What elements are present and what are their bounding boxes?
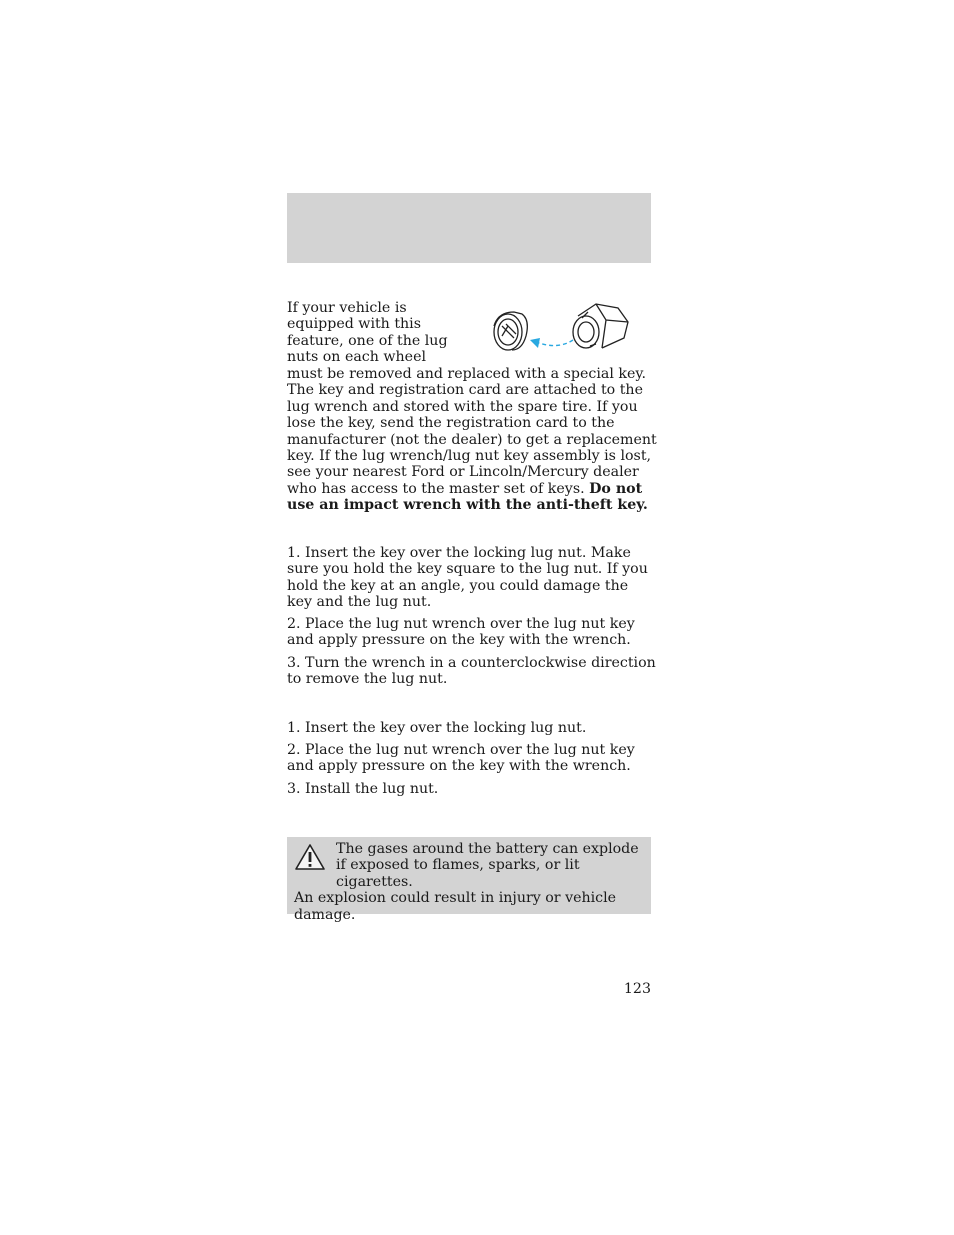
warning-text-rest: An explosion could result in injury or vehicle damage. — [294, 890, 617, 923]
lug-nut-key-illustration — [478, 296, 638, 356]
intro-line: nuts on each wheel — [287, 349, 427, 366]
intro-body-text: must be removed and replaced with a special key. The key and registration card are attached to the lug wrench and stored with the spare tire. If you lose the key, send the registration card to the manufacturer (not the dealer) to get a replacement key. If the lug wrench/lug nut key assembly is lost, see your nearest Ford or Lincoln/Mercury dealer who has access to the master set of keys. — [287, 366, 657, 497]
removal-step-2: 2. Place the lug nut wrench over the lug nut key and apply pressure on the key with the wrench. — [287, 616, 635, 649]
intro-line: feature, one of the lug — [287, 332, 448, 349]
install-step-3: 3. Install the lug nut. — [287, 781, 439, 797]
intro-paragraph-rest — [287, 366, 657, 514]
warning-text — [294, 841, 646, 923]
intro-bold-warning: Do not use an impact wrench with the anti-theft key. — [287, 480, 648, 514]
page-number: 123 — [623, 981, 651, 997]
install-step-1: 1. Insert the key over the locking lug nut. — [287, 720, 587, 736]
removal-step-1: 1. Insert the key over the locking lug nut. Make sure you hold the key square to the lug nut. If you hold the key at an angle, you could damage the key and the lug nut. — [287, 545, 648, 611]
removal-step-3: 3. Turn the wrench in a counterclockwise direction to remove the lug nut. — [287, 655, 656, 688]
install-step-2: 2. Place the lug nut wrench over the lug nut key and apply pressure on the key with the wrench. — [287, 742, 635, 775]
intro-line: If your vehicle is — [287, 300, 407, 316]
intro-paragraph-start — [287, 300, 457, 366]
section-header-bar — [287, 193, 651, 263]
intro-line: equipped with this — [287, 316, 421, 333]
battery-warning-box — [287, 837, 651, 923]
warning-text-first: The gases around the battery can explode if exposed to flames, sparks, or lit cigarettes. — [336, 841, 639, 890]
